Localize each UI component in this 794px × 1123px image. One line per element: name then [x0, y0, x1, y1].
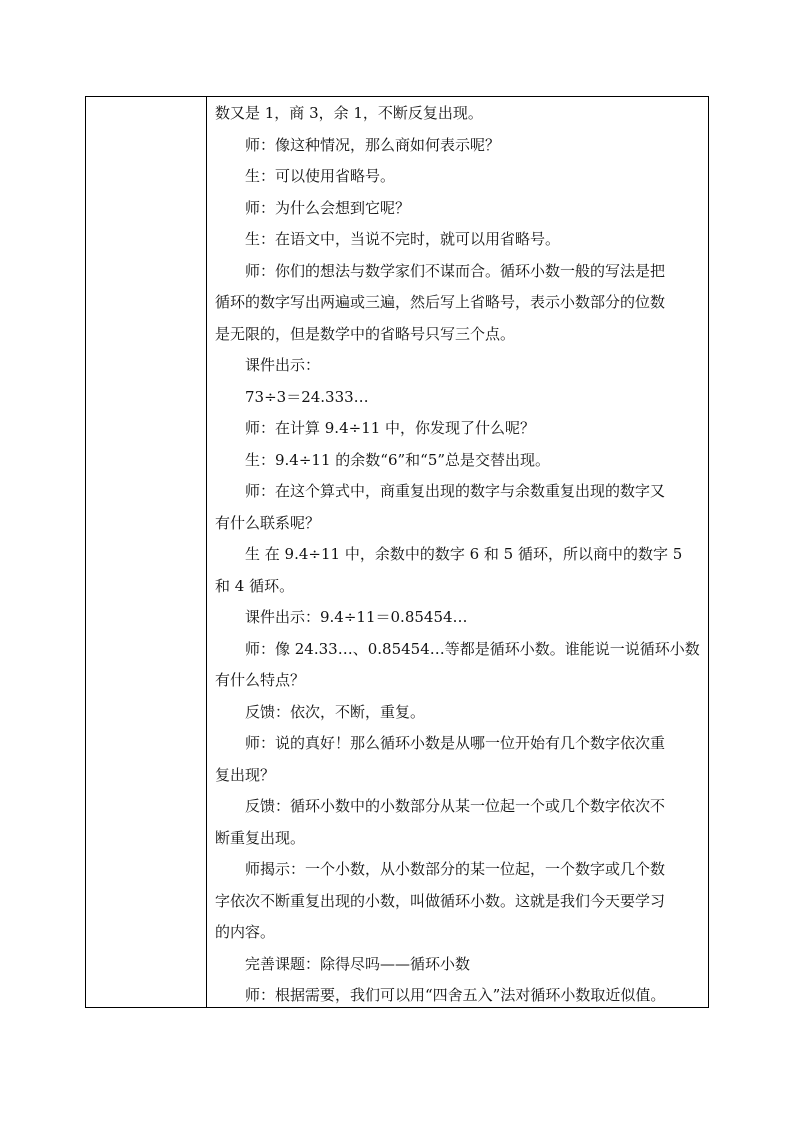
text-line: 字依次不断重复出现的小数，叫做循环小数。这就是我们今天要学习: [215, 892, 666, 910]
text-line: 完善课题：除得尽吗——循环小数: [245, 955, 471, 973]
text-line: 有什么特点？: [215, 671, 306, 689]
text-line: 课件出示：: [245, 356, 321, 374]
text-line: 是无限的，但是数学中的省略号只写三个点。: [215, 325, 516, 343]
text-line: 数又是 1，商 3，余 1，不断反复出现。: [215, 104, 483, 122]
table-left-cell: [86, 97, 207, 1007]
text-line: 和 4 循环。: [215, 577, 295, 595]
text-line: 有什么联系呢？: [215, 514, 321, 532]
text-line: 师：像 24.33…、0.85454…等都是循环小数。谁能说一说循环小数: [245, 640, 700, 658]
text-line: 师：你们的想法与数学家们不谋而合。循环小数一般的写法是把: [245, 262, 666, 280]
text-line: 师：说的真好！那么循环小数是从哪一位开始有几个数字依次重: [245, 734, 666, 752]
text-line: 反馈：循环小数中的小数部分从某一位起一个或几个数字依次不: [245, 797, 666, 815]
text-line: 师：在这个算式中，商重复出现的数字与余数重复出现的数字又: [245, 482, 666, 500]
text-line: 断重复出现。: [215, 829, 306, 847]
text-line: 课件出示：9.4÷11＝0.85454…: [245, 608, 468, 626]
text-line: 复出现？: [215, 766, 276, 784]
text-line: 师揭示：一个小数，从小数部分的某一位起，一个数字或几个数: [245, 860, 666, 878]
text-line: 的内容。: [215, 923, 276, 941]
text-line: 师：根据需要，我们可以用“四舍五入”法对循环小数取近似值。: [245, 986, 666, 1004]
text-line: 生：9.4÷11 的余数“6”和“5”总是交替出现。: [245, 451, 551, 469]
text-line: 师：为什么会想到它呢？: [245, 199, 411, 217]
text-line: 循环的数字写出两遍或三遍，然后写上省略号，表示小数部分的位数: [215, 293, 666, 311]
text-line: 生：在语文中，当说不完时，就可以用省略号。: [245, 230, 561, 248]
text-line: 师：像这种情况，那么商如何表示呢？: [245, 136, 501, 154]
text-line: 反馈：依次，不断，重复。: [245, 703, 426, 721]
lesson-table: [85, 96, 709, 1008]
table-content-cell: [207, 97, 708, 1007]
text-line: 73÷3＝24.333…: [245, 388, 369, 406]
text-line: 生：可以使用省略号。: [245, 167, 396, 185]
text-line: 师：在计算 9.4÷11 中，你发现了什么呢？: [245, 419, 536, 437]
text-line: 生 在 9.4÷11 中，余数中的数字 6 和 5 循环，所以商中的数字 5: [245, 545, 683, 563]
